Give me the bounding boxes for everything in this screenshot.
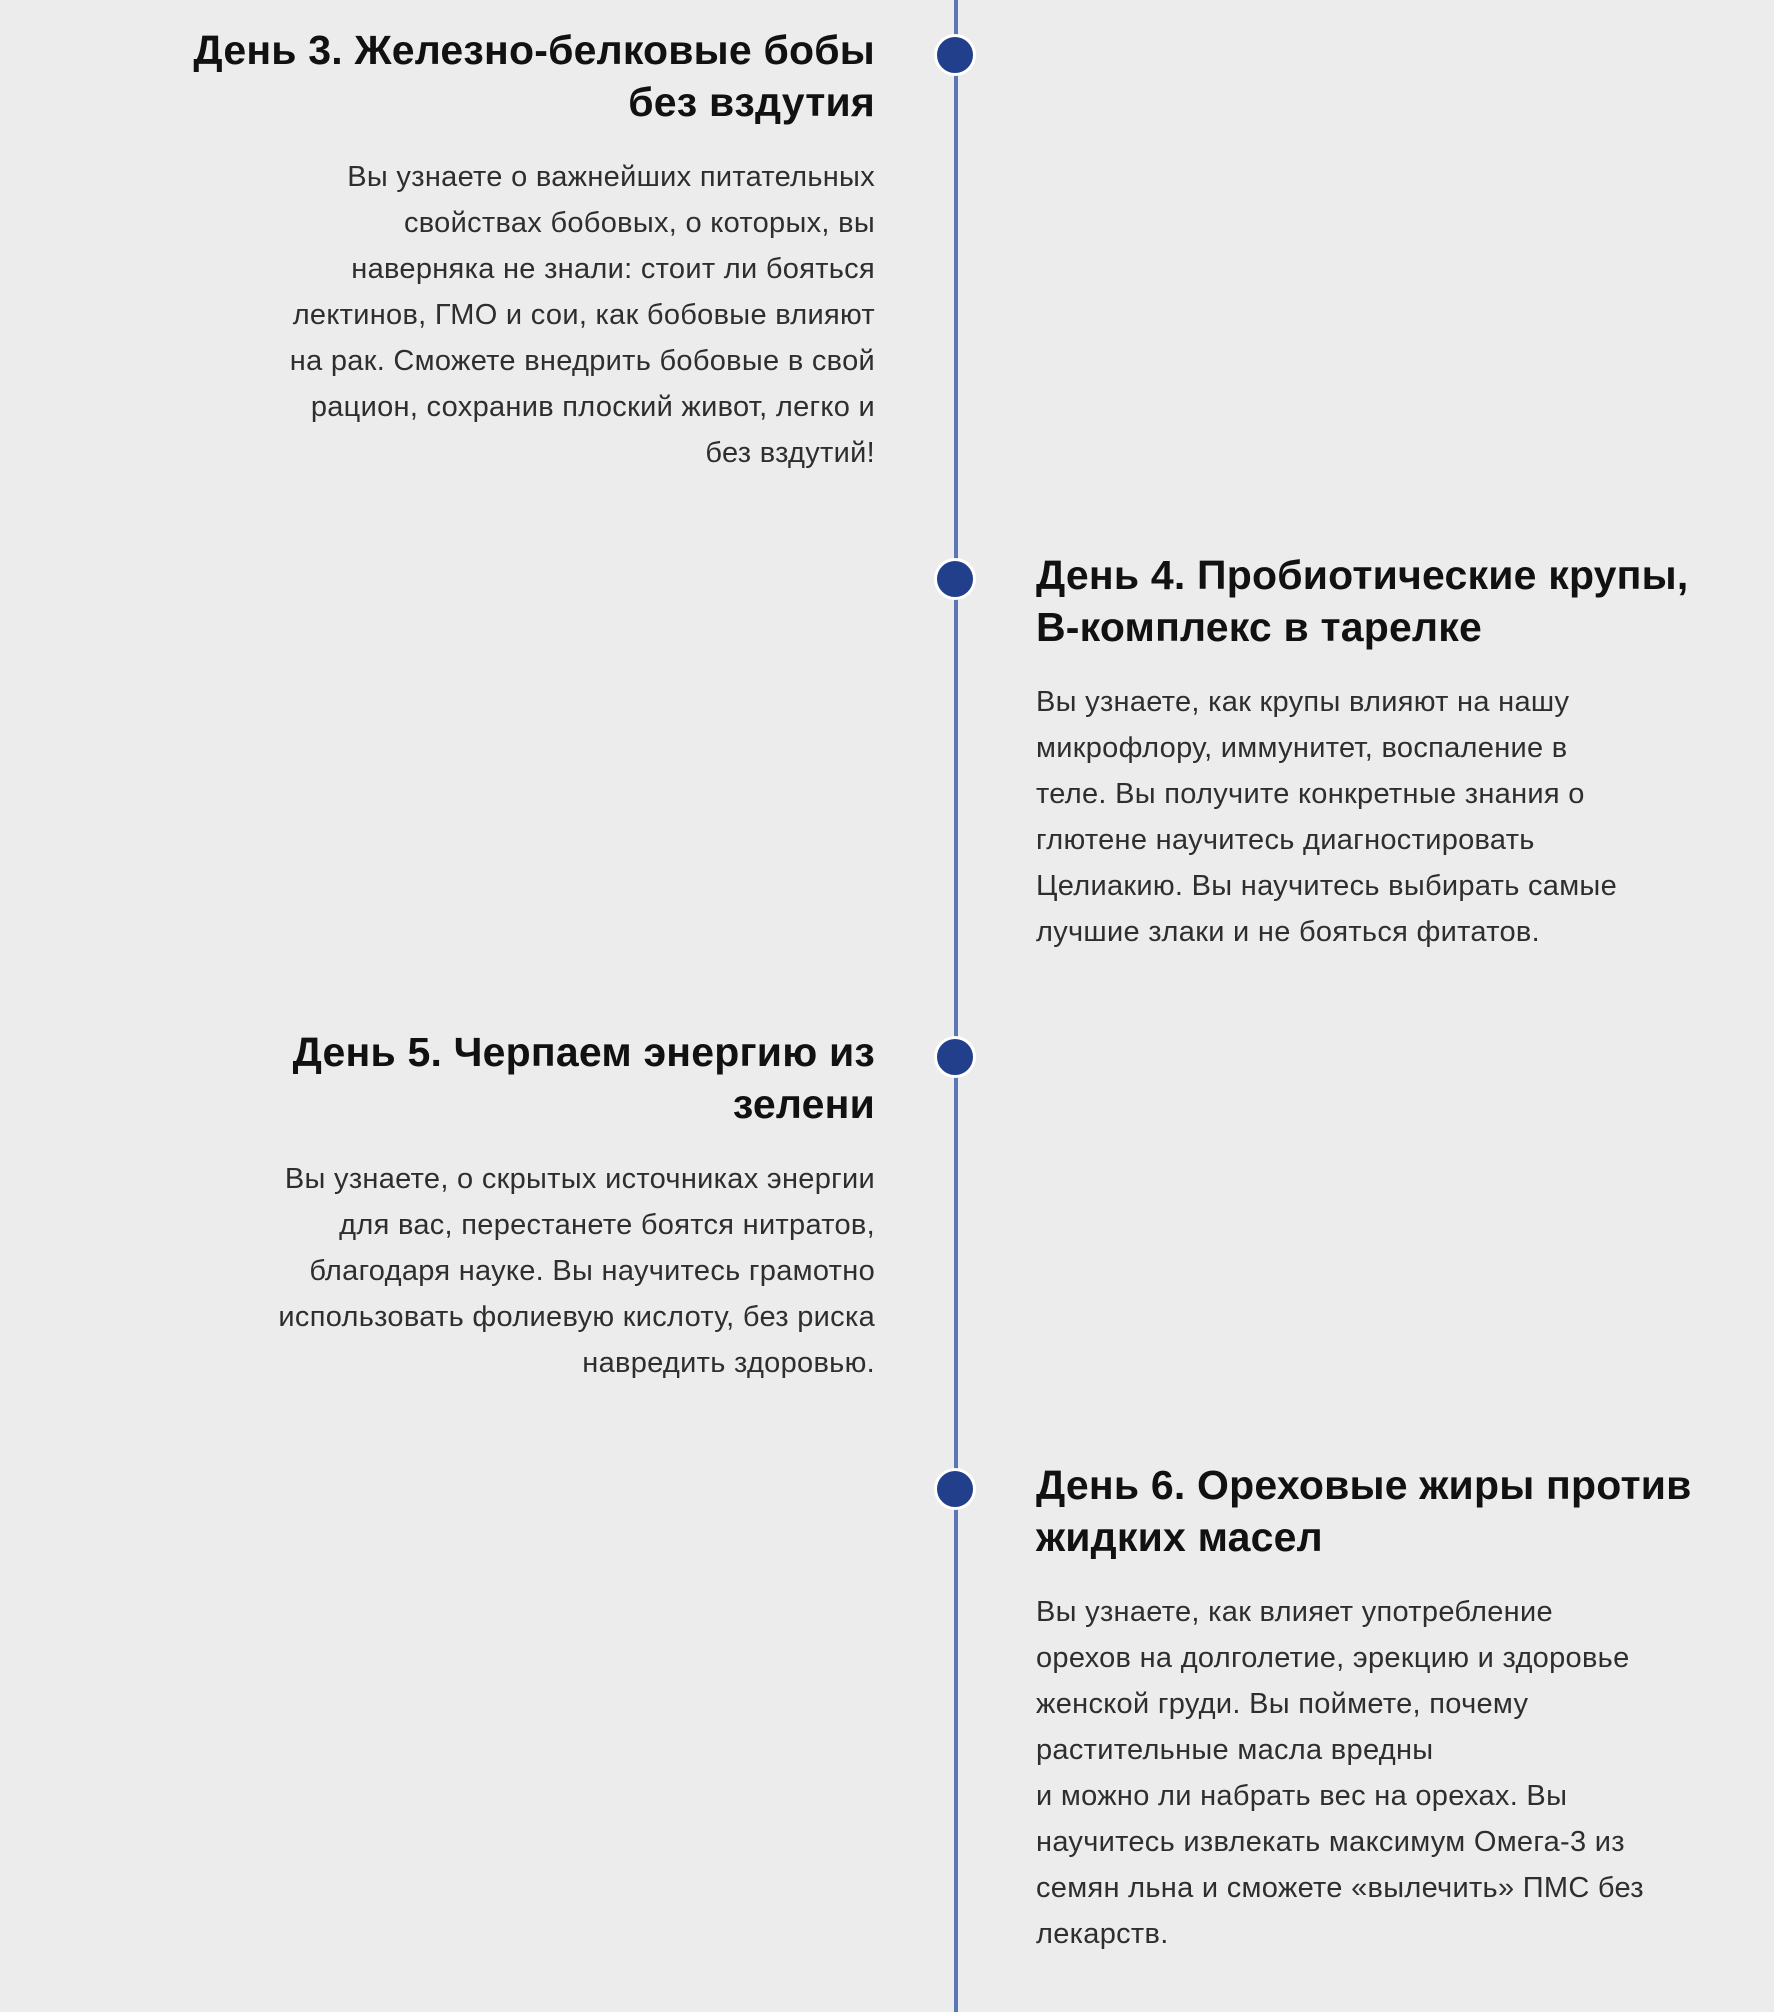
text-line: орехов на долголетие, эрекцию и здоровье (1036, 1642, 1630, 1674)
timeline-dot-day-3 (934, 34, 976, 76)
title-line: зелени (732, 1081, 875, 1127)
text-line: наверняка не знали: стоит ли бояться (351, 253, 875, 285)
item-description (175, 1156, 875, 1386)
text-line: Вы узнаете, как крупы влияют на нашу (1036, 686, 1570, 718)
text-line: семян льна и сможете «вылечить» ПМС без (1036, 1872, 1644, 1904)
title-line: День 4. Пробиотические (1036, 552, 1537, 598)
text-line: Целиакию. Вы научитесь выбирать самые (1036, 870, 1618, 902)
title-line: День 5. Черпаем энергию из (292, 1029, 875, 1075)
text-line: навредить здоровью. (582, 1347, 875, 1379)
text-line: и можно ли набрать вес на орехах. Вы (1036, 1780, 1568, 1812)
item-description (1036, 1589, 1736, 1957)
item-description (1036, 679, 1736, 955)
text-line: для вас, перестанете боятся нитратов, (339, 1209, 875, 1241)
text-line: рацион, сохранив плоский живот, легко и (310, 391, 875, 423)
text-line: лектинов, ГМО и сои, как бобовые влияют (292, 299, 875, 331)
text-line: благодаря науке. Вы научитесь грамотно (309, 1255, 875, 1287)
text-line: использовать фолиевую кислоту, без риска (278, 1301, 875, 1333)
timeline-dot-day-6 (934, 1468, 976, 1510)
text-line: Вы узнаете, как влияет употребление (1036, 1596, 1553, 1628)
timeline-item-day-4 (1036, 549, 1736, 955)
item-title (175, 1026, 875, 1130)
text-line: теле. Вы получите конкретные знания о (1036, 778, 1585, 810)
text-line: лекарств. (1036, 1918, 1169, 1950)
text-line: лучшие злаки и не бояться фитатов. (1036, 916, 1540, 948)
title-line: День 3. Железно-белковые (193, 27, 752, 73)
item-title (1036, 1459, 1736, 1563)
title-line: бобы без вздутия (628, 27, 875, 125)
title-line: крупы, В-комплекс в тарелке (1036, 552, 1689, 650)
item-title (175, 24, 875, 128)
text-line: микрофлору, иммунитет, воспаление в (1036, 732, 1568, 764)
text-line: глютене научитесь диагностировать (1036, 824, 1535, 856)
timeline-dot-day-4 (934, 558, 976, 600)
text-line: свойствах бобовых, о которых, вы (403, 207, 875, 239)
text-line: без вздутий! (705, 437, 875, 469)
text-line: научитесь извлекать максимум Омега-3 из (1036, 1826, 1625, 1858)
timeline-item-day-5 (175, 1026, 875, 1386)
text-line: Вы узнаете, о скрытых источниках энергии (284, 1163, 875, 1195)
timeline-item-day-3 (175, 24, 875, 476)
item-description (175, 154, 875, 476)
text-line: Вы узнаете о важнейших питательных (347, 161, 875, 193)
title-line: День 6. Ореховые жиры (1036, 1462, 1535, 1508)
timeline-item-day-6 (1036, 1459, 1736, 1957)
text-line: растительные масла вредны (1036, 1734, 1434, 1766)
text-line: на рак. Сможете внедрить бобовые в свой (289, 345, 875, 377)
item-title (1036, 549, 1736, 653)
title-line: против жидких масел (1036, 1462, 1692, 1560)
timeline-dot-day-5 (934, 1036, 976, 1078)
timeline-line (954, 0, 958, 2012)
text-line: женской груди. Вы поймете, почему (1036, 1688, 1529, 1720)
